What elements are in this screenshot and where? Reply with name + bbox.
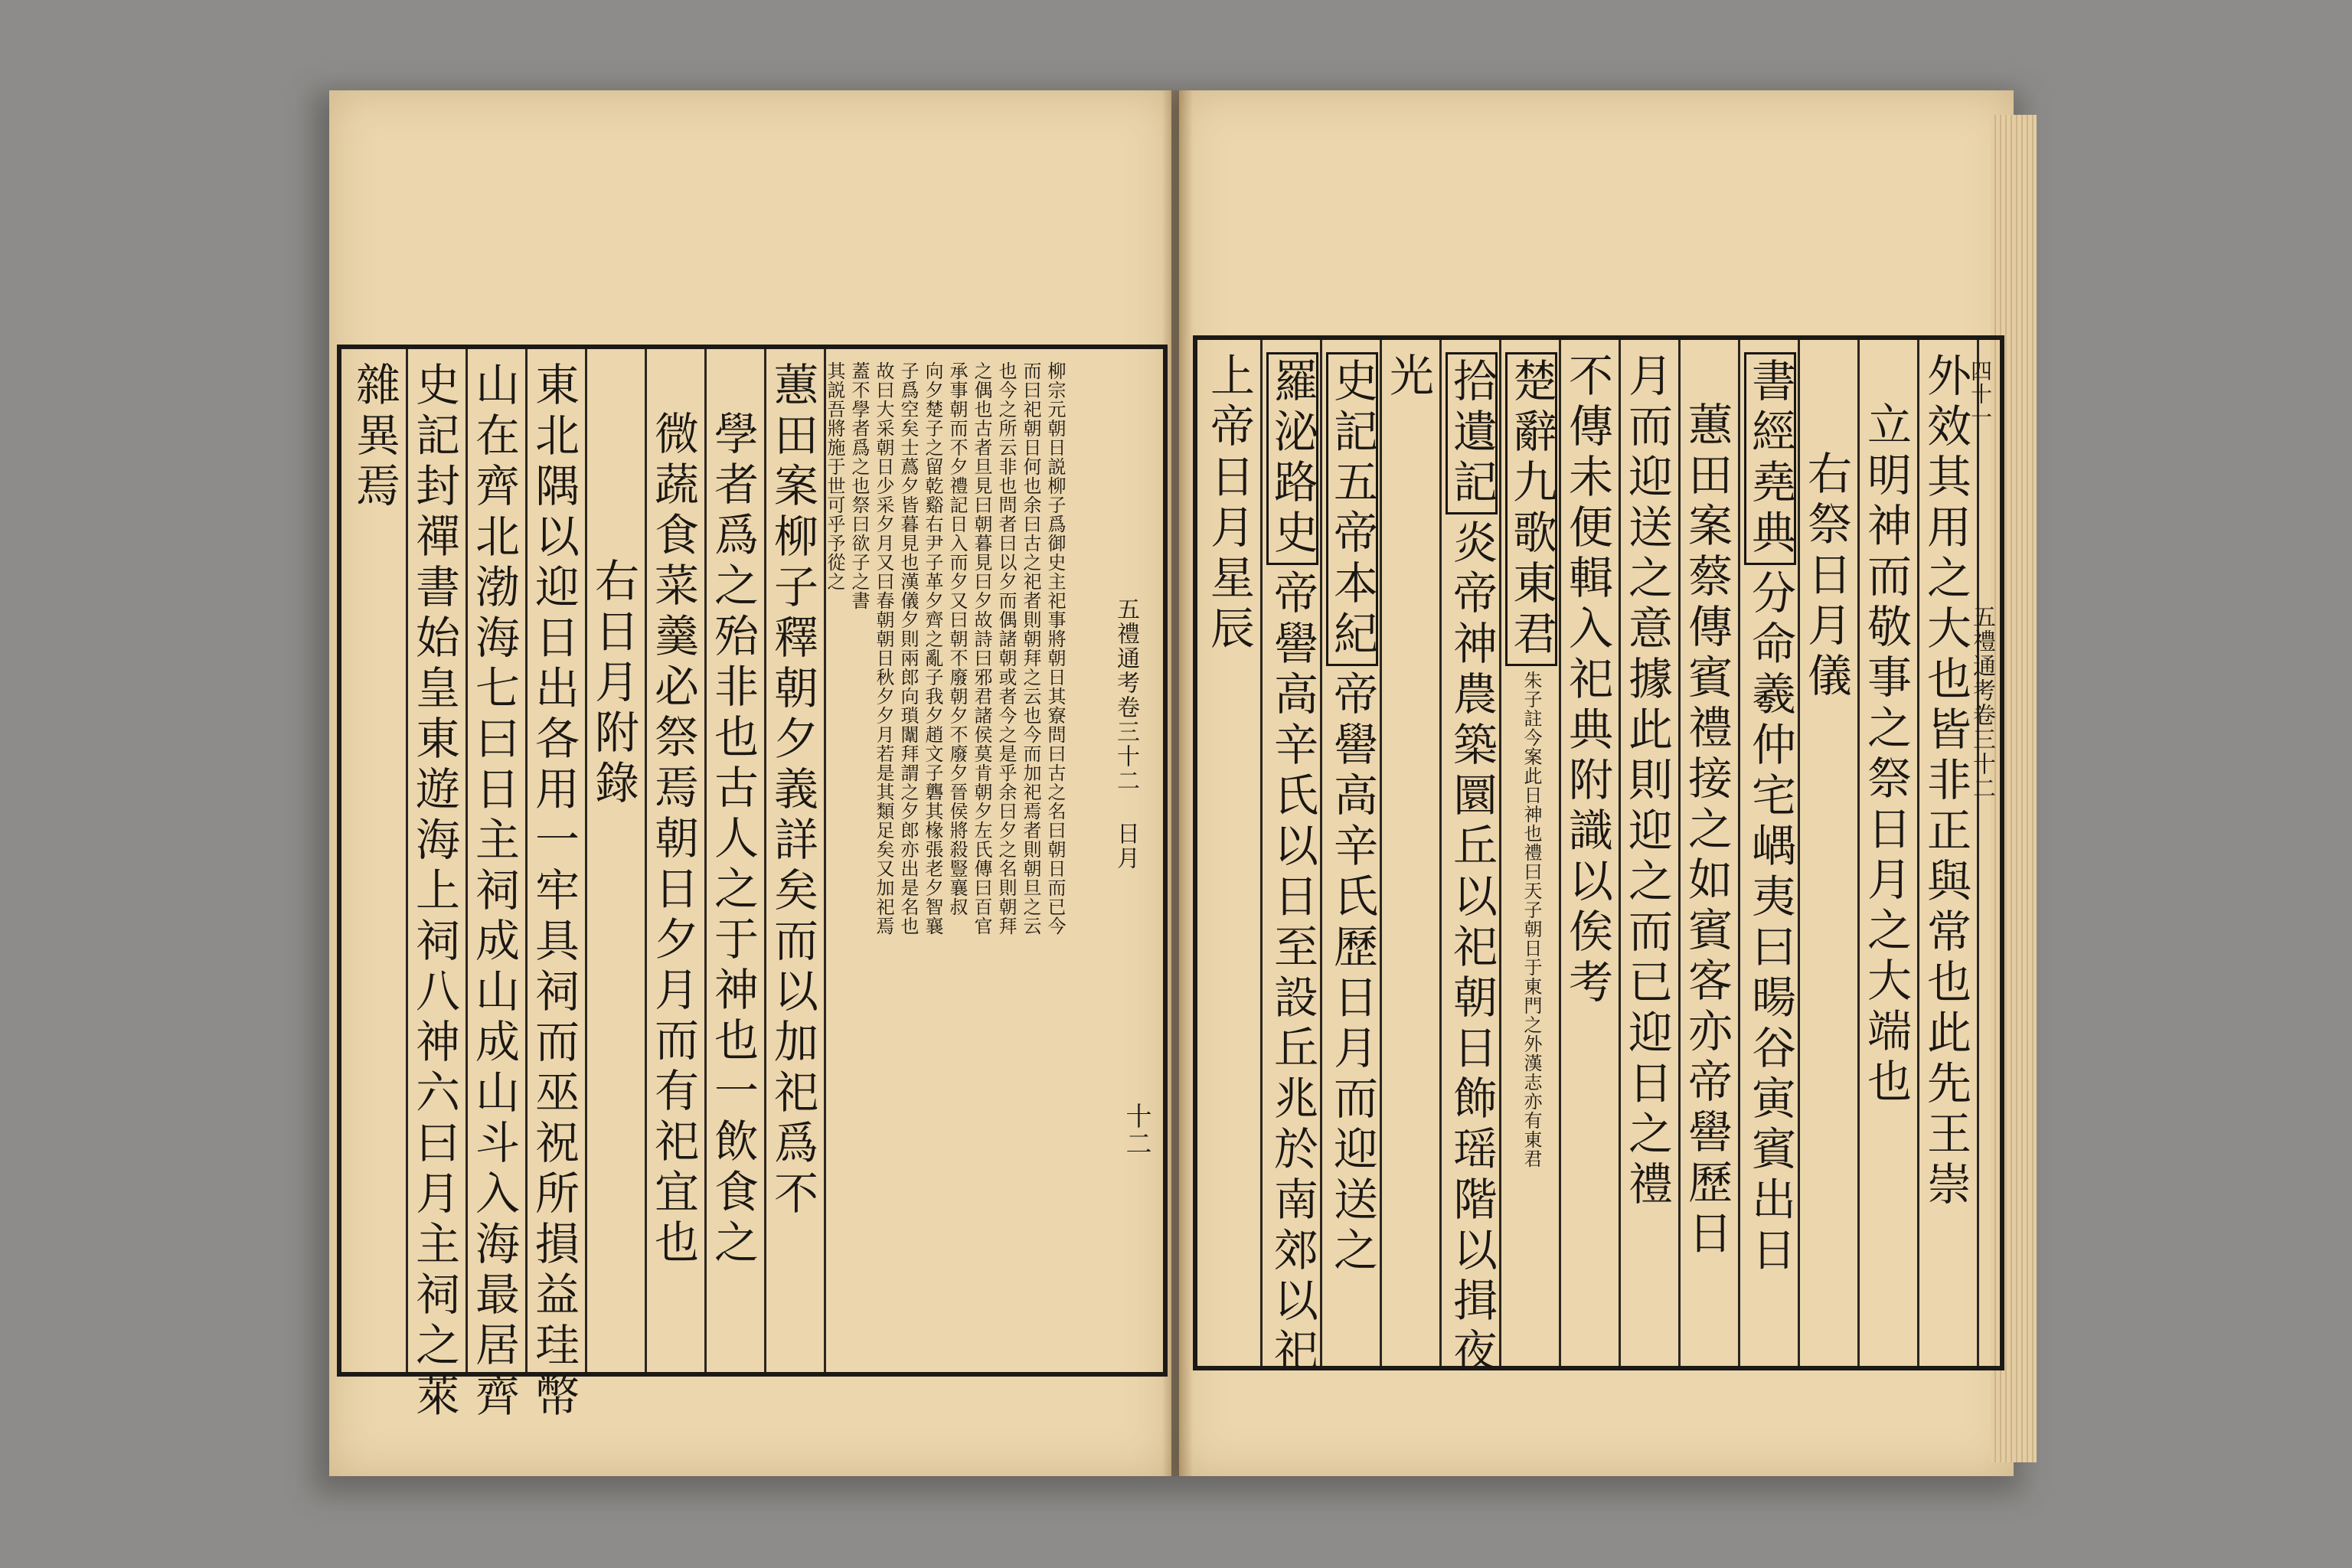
column-text: 蓋不學者爲之也祭曰欲子之書 (848, 361, 870, 610)
column-text: 上帝日月星辰 (1203, 352, 1255, 655)
column-text: 炎帝神農築圜丘以祀朝日飾瑶階以揖夜 (1446, 519, 1498, 1378)
text-column (587, 557, 639, 810)
column-text: 也今之所云非也問者曰以夕而偶諸朝或者今之是乎余曰夕之名則朝拜 (995, 361, 1017, 936)
column-text: 史記封禪書始皇東遊海上祠八神六曰月主祠之萊 (408, 361, 460, 1423)
text-column (1561, 352, 1613, 1009)
column-text: 學者爲之殆非也古人之于神也一飲食之 (707, 410, 759, 1269)
column-text: 柳宗元朝日説柳子爲御史主祀事將朝日其寮問曰古之名曰朝日而已今 (1044, 361, 1066, 936)
text-column (972, 361, 991, 936)
column-text: 不傳未便輯入祀典附識以俟考 (1561, 352, 1613, 1009)
column-rule (1738, 340, 1740, 1366)
left-folio: 十二 (1121, 1102, 1152, 1158)
column-text: 雜異焉 (348, 361, 400, 513)
text-column (468, 361, 520, 1423)
text-column (997, 361, 1015, 936)
column-text: 右日月附錄 (587, 557, 639, 810)
text-column (1046, 361, 1064, 936)
left-banner: 五禮通考卷三十二 日月 (1112, 597, 1139, 871)
text-column (528, 361, 580, 1423)
text-column (923, 361, 942, 936)
column-text: 其説吾將施于世可乎予從之 (824, 361, 845, 591)
text-column (766, 361, 818, 1220)
column-text: 帝嚳高辛氏歷日月而迎送之 (1326, 671, 1378, 1277)
text-column (1266, 352, 1318, 1378)
text-column (825, 361, 844, 591)
text-column (948, 361, 966, 916)
text-column (1446, 352, 1498, 1378)
column-text: 分命羲仲宅嵎夷曰暘谷寅賓出日 (1744, 570, 1796, 1277)
column-text: 蕙田案柳子釋朝夕義詳矣而以加祀爲不 (766, 361, 818, 1220)
text-column (1621, 352, 1673, 1211)
column-text: 右祭日月儀 (1800, 450, 1852, 703)
text-column (899, 361, 917, 936)
text-column (647, 410, 699, 1269)
text-column (1800, 450, 1852, 703)
text-column (707, 410, 759, 1269)
column-text: 朱子註今案此日神也禮曰天子朝日于東門之外漢志亦有東君 (1521, 671, 1542, 1168)
text-column (874, 361, 893, 936)
text-column (348, 361, 400, 513)
source-tag: 書經堯典 (1744, 352, 1796, 565)
column-text: 光 (1382, 352, 1434, 403)
column-text: 月而迎送之意據此則迎之而已迎日之禮 (1621, 352, 1673, 1211)
column-text: 外效其用之大也皆非正與常也此先王崇 (1919, 352, 1971, 1211)
column-rule (1499, 340, 1501, 1366)
text-column (1860, 401, 1912, 1109)
text-column (1326, 352, 1378, 1277)
column-rule (1320, 340, 1322, 1366)
text-column (1505, 352, 1557, 1168)
column-rule (1260, 340, 1263, 1366)
text-column (1919, 352, 1971, 1211)
source-tag: 楚辭九歌東君 (1505, 352, 1557, 666)
column-text: 微蔬食菜羹必祭焉朝日夕月而有祀宜也 (647, 410, 699, 1269)
column-text: 立明神而敬事之祭日月之大端也 (1860, 401, 1912, 1109)
source-tag: 羅泌路史 (1266, 352, 1318, 565)
text-column (1203, 352, 1255, 655)
text-column (1681, 401, 1733, 1260)
text-column (1744, 352, 1796, 1277)
column-text: 之偶也古者旦見曰朝暮見曰夕故詩曰邪君諸侯莫肯朝夕左氏傳曰百官 (971, 361, 992, 936)
right-folio: 四十一 (1968, 360, 1993, 429)
column-text: 子爲空矣士蔿夕皆暮見也漢儀夕則兩郎向瑣闈拜謂之夕郎亦出是名也 (897, 361, 919, 936)
column-rule (585, 349, 587, 1372)
column-text: 山在齊北渤海七曰日主祠成山成山斗入海最居齊 (468, 361, 520, 1423)
column-text: 而曰祀朝日何也余曰古之祀者則朝拜之云也今而加祀焉者則朝旦之云 (1020, 361, 1041, 936)
column-rule (1977, 340, 1979, 1366)
column-text: 東北隅以迎日出各用一牢具祠而巫祝所損益珪幣 (528, 361, 580, 1423)
text-column (1021, 361, 1040, 936)
source-tag: 史記五帝本紀 (1326, 352, 1378, 666)
column-text: 蕙田案蔡傳賓禮接之如賓客亦帝嚳歷日 (1681, 401, 1733, 1260)
column-text: 故曰大采朝日少采夕月又曰春朝朝日秋夕夕月若是其類足矣又加祀焉 (873, 361, 894, 936)
column-rule (1380, 340, 1382, 1366)
source-tag: 拾遺記 (1446, 352, 1498, 514)
column-text: 帝嚳高辛氏以日至設丘兆於南郊以祀 (1266, 570, 1318, 1378)
right-banner: 五禮通考卷三十二 (1968, 605, 1995, 801)
text-column (1382, 352, 1434, 403)
column-text: 向夕楚子之留乾谿右尹子革夕齊之亂子我夕趙文子礱其椽張老夕智襄 (922, 361, 943, 936)
text-column (408, 361, 460, 1423)
column-rule (1439, 340, 1442, 1366)
text-column (850, 361, 868, 610)
column-text: 承事朝而不夕禮記日入而夕又曰朝不廢朝夕不廢夕晉侯將殺豎襄叔 (946, 361, 968, 916)
